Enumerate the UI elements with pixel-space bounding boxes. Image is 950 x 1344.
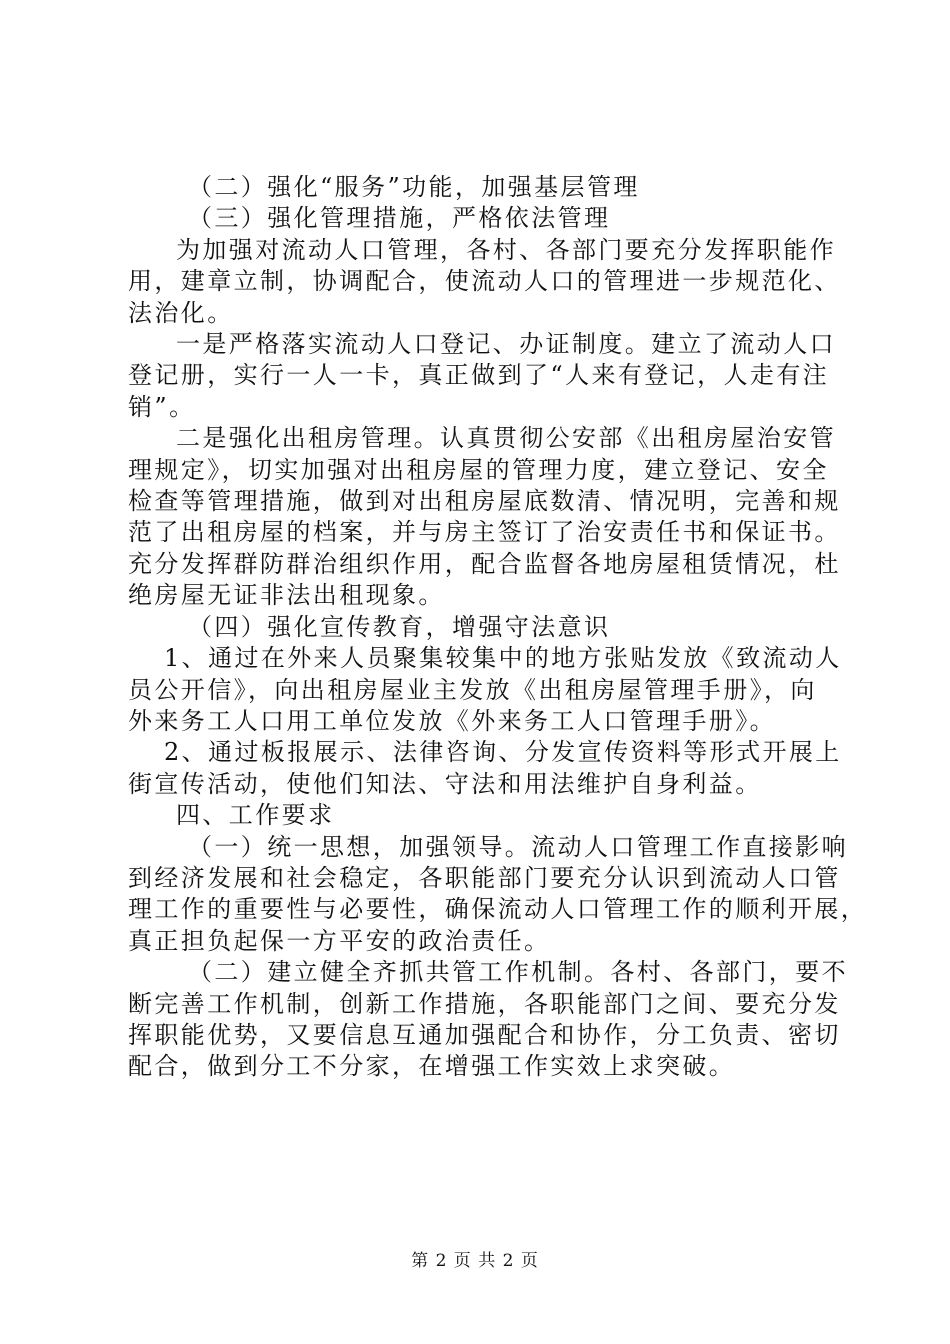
text-line: 检查等管理措施，做到对出租房屋底数清、情况明，完善和规 [128,487,841,516]
text-line: 为加强对流动人口管理，各村、各部门要充分发挥职能作 [176,235,836,264]
text-line: 1、通过在外来人员聚集较集中的地方张贴发放《致流动人 [164,644,842,673]
text-line: 街宣传活动，使他们知法、守法和用法维护自身利益。 [128,769,762,798]
text-line: 二是强化出租房管理。认真贯彻公安部《出租房屋治安管 [176,424,836,453]
text-line: （二）强化“服务”功能，加强基层管理 [188,173,640,201]
text-line: 真正担负起保一方平安的政治责任。 [128,926,551,955]
text-line: 2、通过板报展示、法律咨询、分发宣传资料等形式开展上 [164,738,842,767]
paragraph [128,737,842,800]
text-line: 用，建章立制，协调配合，使流动人口的管理进一步规范化、 [128,267,841,296]
text-line: 理规定》，切实加强对出租房屋的管理力度，建立登记、安全 [128,455,829,484]
text-line: （三）强化管理措施，严格依法管理 [188,204,611,233]
paragraph [128,832,868,958]
text-line: 断完善工作机制，创新工作措施，各职能部门之间、要充分发 [128,989,841,1018]
text-line: 法治化。 [128,298,234,327]
text-line: 范了出租房屋的档案，并与房主签订了治安责任书和保证书。 [128,518,841,547]
text-line: 四、工作要求 [176,801,335,830]
text-line: 理工作的重要性与必要性，确保流动人口管理工作的顺利开展， [128,895,868,924]
text-line: （二）建立健全齐抓共管工作机制。各村、各部门，要不 [188,958,848,987]
paragraph [128,643,842,737]
text-line: 一是严格落实流动人口登记、办证制度。建立了流动人口 [176,330,836,359]
paragraph [128,172,838,203]
text-line: 绝房屋无证非法出租现象。 [128,581,445,610]
paragraph [128,957,848,1083]
document-body [128,172,868,1083]
text-line: （一）统一思想，加强领导。流动人口管理工作直接影响 [188,832,848,861]
text-line: 配合，做到分工不分家，在增强工作实效上求突破。 [128,1052,736,1081]
page-footer: 第 2 页 共 2 页 [411,1251,539,1271]
paragraph [128,235,841,329]
text-line: （四）强化宣传教育，增强守法意识 [188,612,611,641]
text-line: 到经济发展和社会稳定，各职能部门要充分认识到流动人口管 [128,863,841,892]
text-line: 登记册，实行一人一卡，真正做到了“人来有登记，人走有注 [128,361,830,390]
text-line: 员公开信》，向出租房屋业主发放《出租房屋管理手册》，向 [128,675,817,704]
text-line: 挥职能优势，又要信息互通加强配合和协作，分工负责、密切 [128,1020,841,1049]
paragraph [128,203,838,234]
paragraph [128,329,838,423]
paragraph [128,800,838,831]
paragraph [128,612,838,643]
text-line: 外来务工人口用工单位发放《外来务工人口管理手册》。 [128,706,776,735]
text-line: 充分发挥群防群治组织作用，配合监督各地房屋租赁情况，杜 [128,549,841,578]
paragraph [128,423,841,611]
text-line: 销”。 [128,392,196,421]
